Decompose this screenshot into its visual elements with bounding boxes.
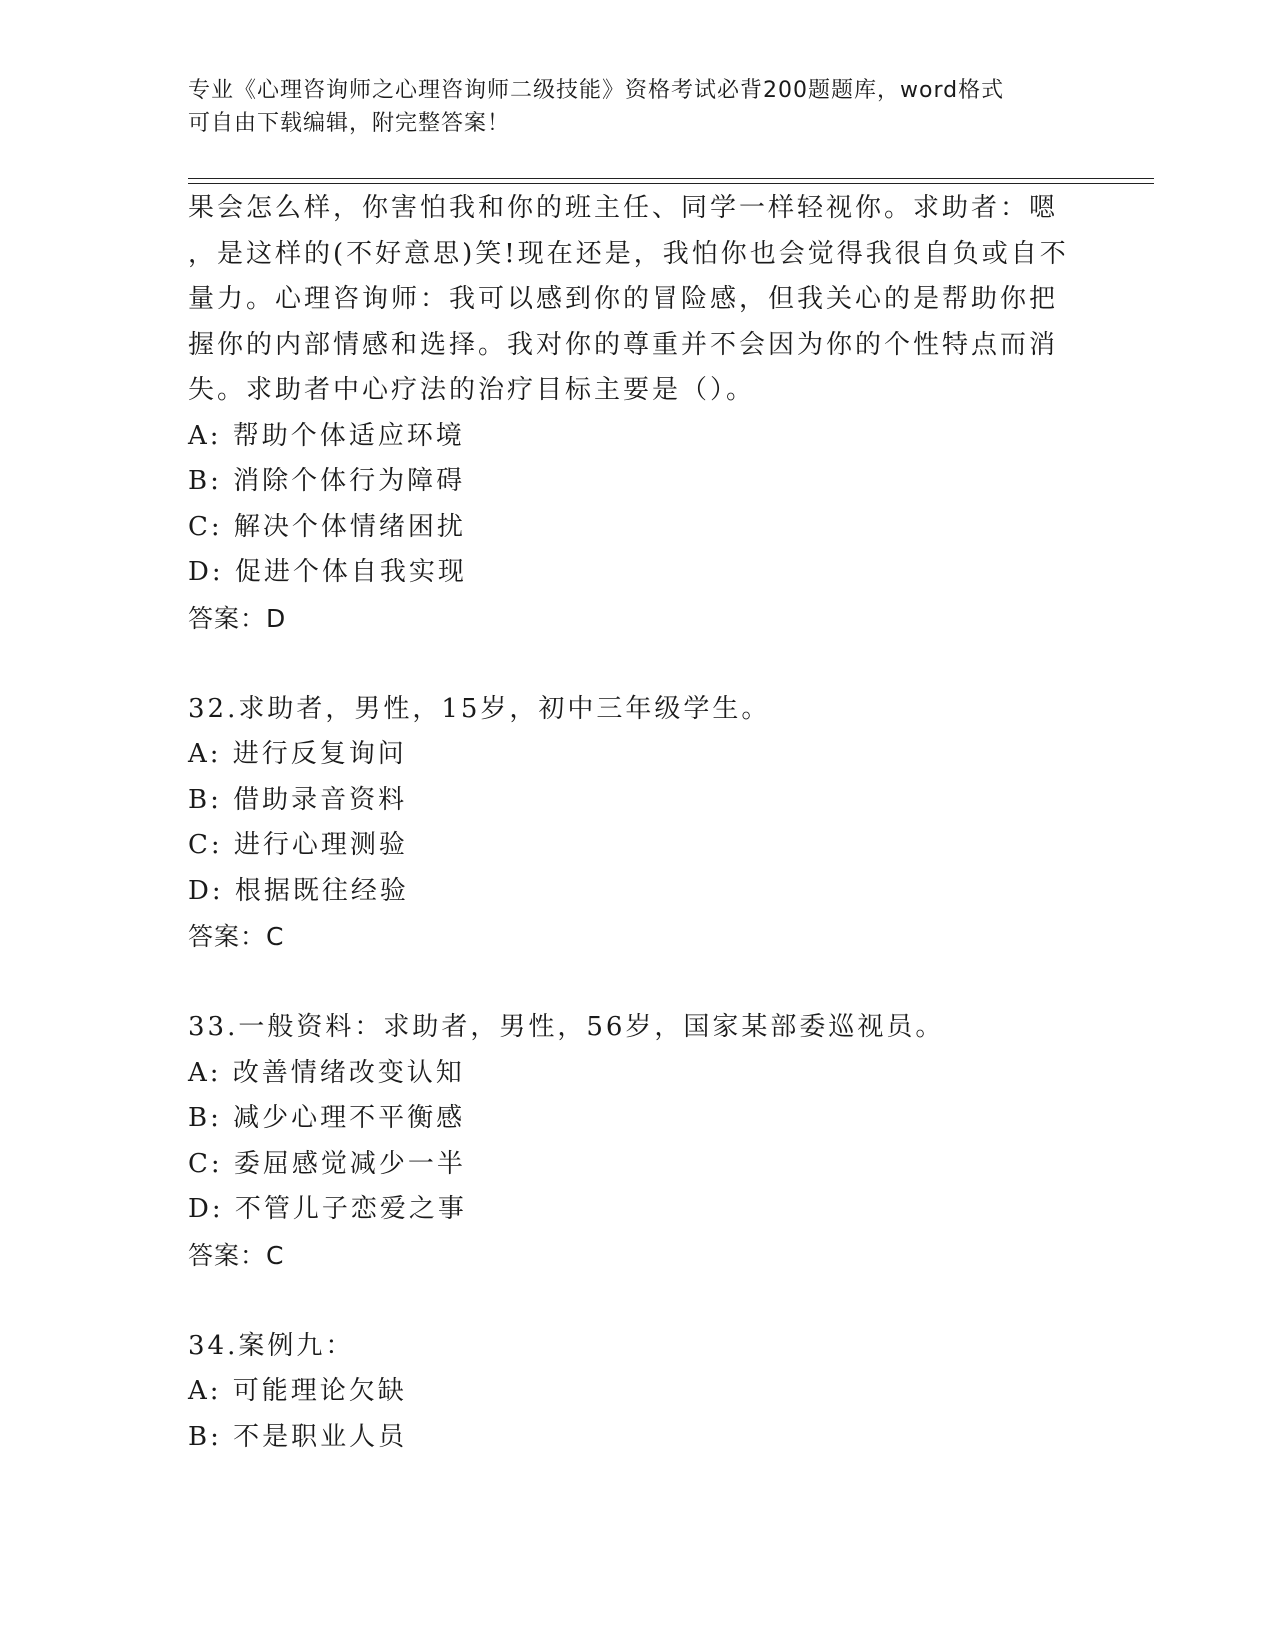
spacer: [188, 960, 1088, 1006]
option-b: B: 不是职业人员: [188, 1421, 408, 1452]
option-c: C: 委屈感觉减少一半: [188, 1148, 466, 1179]
document-header: [188, 74, 1088, 140]
question-32: [188, 687, 1088, 960]
question-stem: 33.一般资料：求助者，男性，56岁，国家某部委巡视员。: [188, 1012, 945, 1042]
question-text-line: ，是这样的(不好意思)笑!现在还是，我怕你也会觉得我很自负或自不: [188, 238, 1069, 269]
option-a: A: 改善情绪改变认知: [188, 1057, 465, 1088]
option-a: A: 帮助个体适应环境: [188, 420, 465, 451]
question-text-line: 握你的内部情感和选择。我对你的尊重并不会因为你的个性特点而消: [188, 329, 1059, 360]
question-stem: 34.案例九：: [188, 1330, 355, 1361]
option-a: A: 进行反复询问: [188, 739, 407, 769]
option-b: B: 借助录音资料: [188, 784, 408, 815]
option-d: D: 促进个体自我实现: [188, 557, 467, 587]
question-34: [188, 1324, 1088, 1461]
option-d: D: 不管儿子恋爱之事: [188, 1194, 467, 1224]
header-divider-top: [188, 178, 1154, 179]
spacer: [188, 641, 1088, 687]
question-stem: 32.求助者，男性，15岁，初中三年级学生。: [188, 693, 771, 724]
answer-text: 答案：C: [188, 922, 285, 951]
question-text-line: 果会怎么样，你害怕我和你的班主任、同学一样轻视你。求助者：嗯: [188, 193, 1059, 223]
question-31-continued: [188, 186, 1088, 641]
document-body: [188, 186, 1088, 1460]
spacer: [188, 1278, 1088, 1324]
question-33: [188, 1005, 1088, 1278]
option-c: C: 进行心理测验: [188, 830, 408, 860]
question-text-line: 量力。心理咨询师：我可以感到你的冒险感，但我关心的是帮助你把: [188, 284, 1059, 314]
option-b: B: 消除个体行为障碍: [188, 466, 466, 496]
question-text-line: 失。求助者中心疗法的治疗目标主要是（）。: [188, 375, 756, 405]
option-a: A: 可能理论欠缺: [188, 1376, 407, 1406]
option-d: D: 根据既往经验: [188, 875, 409, 906]
header-title-line-2: 可自由下载编辑，附完整答案！: [188, 111, 511, 136]
header-title-line-1: 专业《心理咨询师之心理咨询师二级技能》资格考试必背200题题库，word格式: [188, 78, 1005, 103]
option-b: B: 减少心理不平衡感: [188, 1103, 466, 1133]
answer-text: 答案：D: [188, 603, 287, 633]
header-divider-bottom: [188, 183, 1154, 184]
option-c: C: 解决个体情绪困扰: [188, 511, 466, 542]
answer-text: 答案：C: [188, 1240, 285, 1270]
